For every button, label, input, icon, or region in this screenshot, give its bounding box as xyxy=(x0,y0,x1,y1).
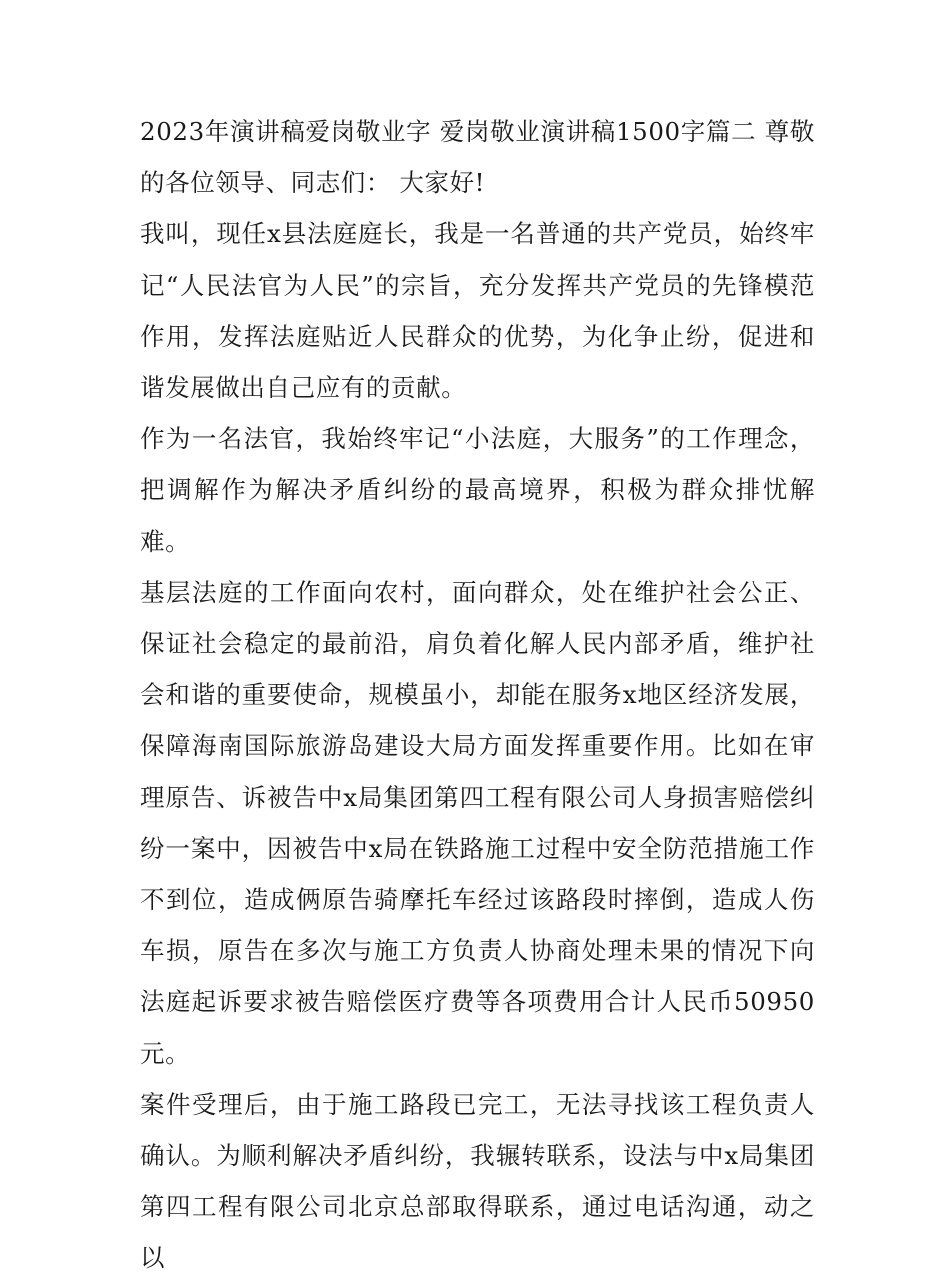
paragraph-handling: 案件受理后，由于施工路段已完工，无法寻找该工程负责人确认。为顺利解决矛盾纠纷，我辗转联系，设法与中x局集团第四工程有限公司北京总部取得联系，通过电话沟通，动之以 xyxy=(140,1089,815,1273)
paragraph-philosophy: 作为一名法官，我始终牢记“小法庭，大服务”的工作理念，把调解作为解决矛盾纠纷的最高境界，积极为群众排忧解难。 xyxy=(140,424,815,556)
paragraph-case: 基层法庭的工作面向农村，面向群众，处在维护社会公正、保证社会稳定的最前沿，肩负着化解人民内部矛盾，维护社会和谐的重要使命，规模虽小，却能在服务x地区经济发展，保障海南国际旅游岛建设大局方面发挥重要作用。比如在审理原告、诉被告中x局集团第四工程有限公司人身损害赔偿纠纷一案中，因被告中x局在铁路施工过程中安全防范措施工作不到位，造成俩原告骑摩托车经过该路段时摔倒，造成人伤车损，原告在多次与施工方负责人协商处理未果的情况下向法庭起诉要求被告赔偿医疗费等各项费用合计人民币50950元。 xyxy=(140,577,815,1068)
paragraph-title: 2023年演讲稿爱岗敬业字 爱岗敬业演讲稿1500字篇二 尊敬的各位领导、同志们： 大家好! xyxy=(140,117,815,198)
paragraph-intro: 我叫，现任x县法庭庭长，我是一名普通的共产党员，始终牢记“人民法官为人民”的宗旨，充分发挥共产党员的先锋模范作用，发挥法庭贴近人民群众的优势，为化争止纷，促进和谐发展做出自己应有的贡献。 xyxy=(140,219,815,403)
document-body xyxy=(140,106,815,1284)
